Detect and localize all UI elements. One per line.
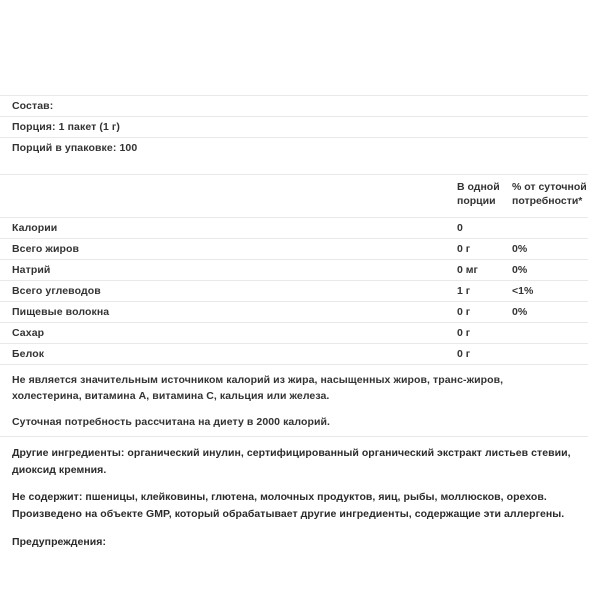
nutrient-name: Сахар	[12, 327, 45, 339]
nutrient-amount: 1 г	[457, 285, 471, 297]
nutrient-amount: 0 г	[457, 348, 471, 360]
nutrient-name: Калории	[12, 222, 58, 234]
spacer-below-servings	[0, 158, 588, 174]
nutrient-daily-value: 0%	[512, 306, 528, 318]
table-row	[0, 260, 588, 280]
servings-per-container-label: Порций в упаковке: 100	[12, 141, 138, 154]
footnote-daily-value-basis: Суточная потребность рассчитана на диету в 2000 калорий.	[12, 415, 331, 428]
nutrient-name: Всего углеводов	[12, 285, 101, 297]
other-ingredients-text: Другие ингредиенты: органический инулин, сертифицированный органический экстракт листьев стевии, диоксид кремния.	[12, 446, 571, 476]
nutrient-name: Белок	[12, 348, 45, 360]
nutrient-daily-value: <1%	[512, 285, 534, 297]
serving-size-label: Порция: 1 пакет (1 г)	[12, 120, 121, 133]
nutrient-name: Всего жиров	[12, 243, 80, 255]
ingredients-heading-label: Состав:	[12, 99, 54, 112]
table-row	[0, 344, 588, 364]
nutrient-amount: 0 г	[457, 306, 471, 318]
nutrient-amount: 0 мг	[457, 264, 478, 276]
footnotes-block	[0, 365, 588, 436]
table-row	[0, 302, 588, 322]
warnings-heading: Предупреждения:	[12, 535, 107, 548]
table-header-amount-per-serving: В одной порции	[457, 181, 500, 208]
table-row	[0, 323, 588, 343]
nutrient-name: Пищевые волокна	[12, 306, 110, 318]
nutrient-daily-value: 0%	[512, 264, 528, 276]
nutrient-amount: 0 г	[457, 243, 471, 255]
allergen-free-text: Не содержит: пшеницы, клейковины, глютена, молочных продуктов, яиц, рыбы, моллюсков, орехов. Произведено на объекте GMP, который обрабатывает другие ингредиенты, содержащие эти аллергены.	[12, 491, 565, 521]
table-row	[0, 218, 588, 238]
supplement-facts-content	[0, 95, 588, 557]
nutrient-amount: 0 г	[457, 327, 471, 339]
footnote-not-significant-source: Не является значительным источником калорий из жира, насыщенных жиров, транс-жиров, холестерина, витамина A, витамина C, кальция или железа.	[12, 374, 504, 403]
row-servings-per-container	[0, 138, 588, 158]
table-header-daily-value: % от суточной потребности*	[512, 181, 587, 208]
row-serving-size	[0, 117, 588, 137]
row-ingredients-heading	[0, 96, 588, 116]
table-row	[0, 281, 588, 301]
table-row	[0, 239, 588, 259]
table-header-row	[0, 175, 588, 217]
nutrient-name: Натрий	[12, 264, 51, 276]
nutrient-amount: 0	[457, 222, 463, 234]
other-info-block	[0, 437, 588, 557]
nutrient-daily-value: 0%	[512, 243, 528, 255]
